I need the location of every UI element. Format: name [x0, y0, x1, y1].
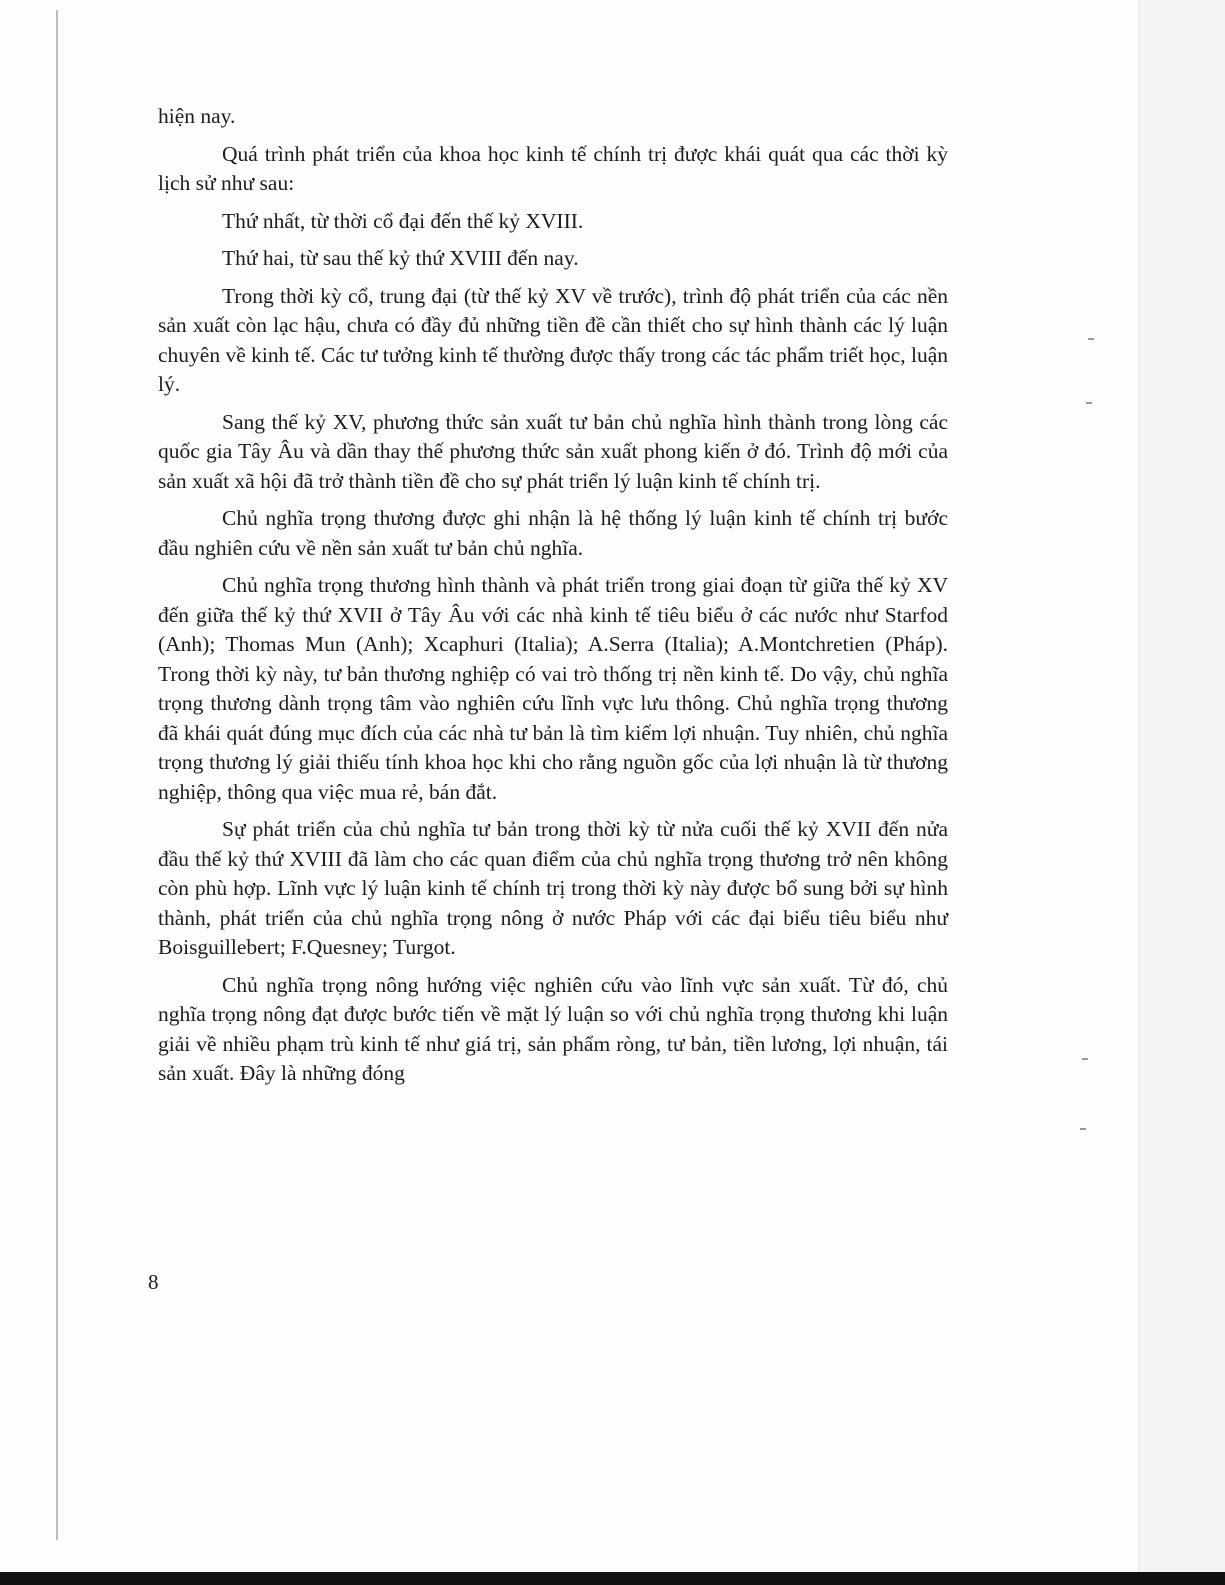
body-text: [158, 102, 948, 1097]
scan-shadow: [1139, 0, 1225, 1585]
paragraph-5: Trong thời kỳ cổ, trung đại (từ thế kỷ XV về trước), trình độ phát triển của các nền sản xuất còn lạc hậu, chưa có đầy đủ những tiền đề cần thiết cho sự hình thành các lý luận chuyên về kinh tế. Các tư tưởng kinh tế thường được thấy trong các tác phẩm triết học, luận lý.: [158, 283, 948, 396]
paragraph-6: Sang thế kỷ XV, phương thức sản xuất tư bản chủ nghĩa hình thành trong lòng các quốc gia Tây Âu và dần thay thế phương thức sản xuất phong kiến ở đó. Trình độ mới của sản xuất xã hội đã trở thành tiền đề cho sự phát triển lý luận kinh tế chính trị.: [158, 409, 948, 493]
scan-edge-right: [1138, 0, 1139, 1585]
scan-speck: [1082, 1058, 1088, 1060]
paragraph-10: Chủ nghĩa trọng nông hướng việc nghiên cứu vào lĩnh vực sản xuất. Từ đó, chủ nghĩa trọng nông đạt được bước tiến về mặt lý luận so với chủ nghĩa trọng thương khi luận giải về nhiều phạm trù kinh tế như giá trị, sản phẩm ròng, tư bản, tiền lương, lợi nhuận, tái sản xuất. Đây là những đóng: [158, 972, 948, 1085]
paragraph-1: hiện nay.: [158, 104, 236, 128]
scan-edge-left: [56, 10, 58, 1540]
scan-bottom-edge: [0, 1572, 1225, 1585]
scan-speck: [1086, 402, 1092, 404]
scan-speck: [1080, 1128, 1086, 1130]
page-number: 8: [148, 1270, 159, 1294]
paragraph-2: Quá trình phát triển của khoa học kinh tế chính trị được khái quát qua các thời kỳ lịch sử như sau:: [158, 141, 948, 195]
scan-speck: [1088, 338, 1094, 340]
paragraph-3: Thứ nhất, từ thời cổ đại đến thế kỷ XVIII.: [222, 208, 584, 233]
paragraph-8: Chủ nghĩa trọng thương hình thành và phát triển trong giai đoạn từ giữa thế kỷ XV đến giữa thế kỷ thứ XVII ở Tây Âu với các nhà kinh tế tiêu biểu ở các nước như Starfod (Anh); Thomas Mun (Anh); Xcaphuri (Italia); A.Serra (Italia); A.Montchretien (Pháp). Trong thời kỳ này, tư bản thương nghiệp có vai trò thống trị nền kinh tế. Do vậy, chủ nghĩa trọng thương dành trọng tâm vào nghiên cứu lĩnh vực lưu thông. Chủ nghĩa trọng thương đã khái quát đúng mục đích của các nhà tư bản là tìm kiếm lợi nhuận. Tuy nhiên, chủ nghĩa trọng thương lý giải thiếu tính khoa học khi cho rằng nguồn gốc của lợi nhuận là từ thương nghiệp, thông qua việc mua rẻ, bán đắt.: [158, 573, 948, 804]
paragraph-9: Sự phát triển của chủ nghĩa tư bản trong thời kỳ từ nửa cuối thế kỷ XVII đến nửa đầu thế kỷ thứ XVIII đã làm cho các quan điểm của chủ nghĩa trọng thương trở nên không còn phù hợp. Lĩnh vực lý luận kinh tế chính trị trong thời kỳ này được bổ sung bởi sự hình thành, phát triển của chủ nghĩa trọng nông ở nước Pháp với các đại biểu tiêu biểu như Boisguillebert; F.Quesney; Turgot.: [158, 817, 948, 959]
paragraph-7: Chủ nghĩa trọng thương được ghi nhận là hệ thống lý luận kinh tế chính trị bước đầu nghiên cứu về nền sản xuất tư bản chủ nghĩa.: [158, 506, 948, 560]
paragraph-4: Thứ hai, từ sau thế kỷ thứ XVIII đến nay.: [222, 246, 579, 270]
